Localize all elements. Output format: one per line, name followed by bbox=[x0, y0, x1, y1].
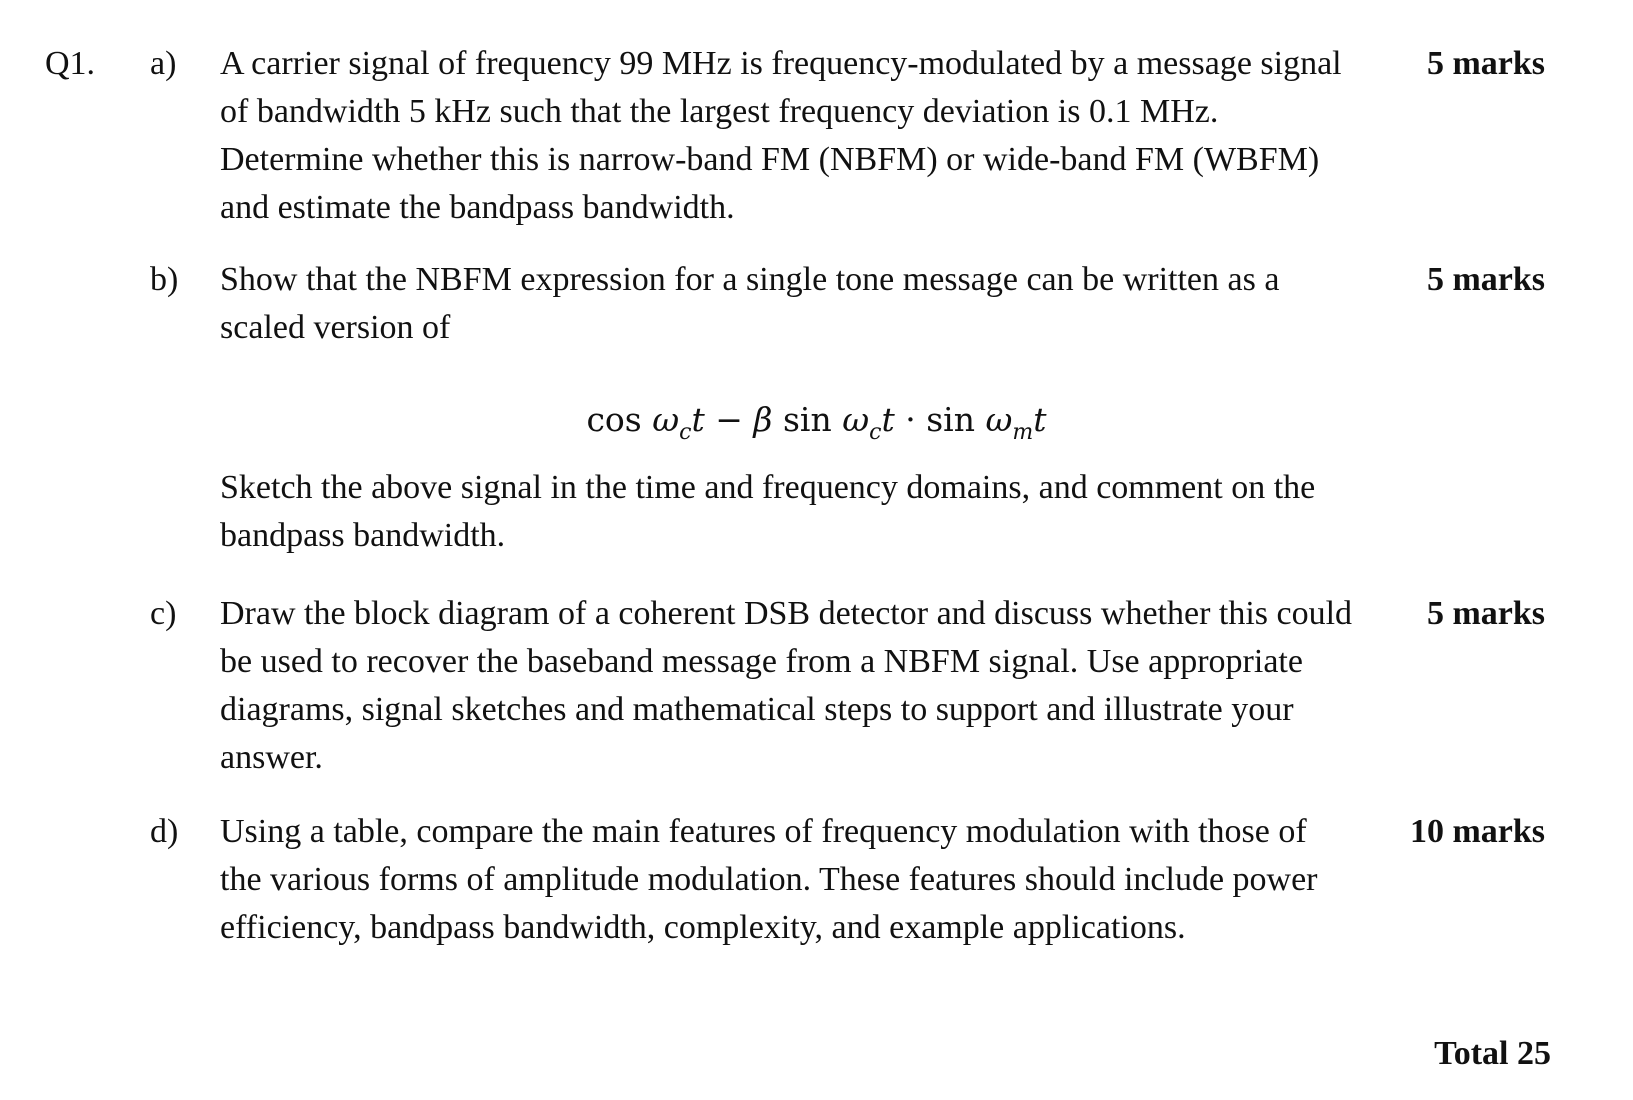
eq-t-2: t bbox=[881, 400, 895, 439]
eq-omega-c: ω bbox=[652, 400, 680, 439]
part-c-text: Draw the block diagram of a coherent DSB detector and discuss whether this could be used to recover the baseband message from a NBFM signal. Use appropriate diagrams, signal sketches and mathematical steps to support and illustrate your answer. bbox=[220, 595, 1353, 776]
eq-sin-2: sin bbox=[926, 400, 975, 439]
eq-sub-c: c bbox=[679, 420, 692, 445]
part-c-label: c) bbox=[150, 595, 177, 632]
eq-t-3: t bbox=[1033, 400, 1047, 439]
eq-omega-c-2: ω bbox=[842, 400, 870, 439]
part-b-label: b) bbox=[150, 261, 179, 298]
part-d-label: d) bbox=[150, 813, 179, 850]
part-d-text: Using a table, compare the main features of frequency modulation with those of the various forms of amplitude modulation. These features should include power efficiency, bandpass bandwidth, complexity, and example applications. bbox=[220, 813, 1318, 946]
eq-beta: β bbox=[753, 400, 773, 439]
part-b-marks: 5 marks bbox=[1426, 261, 1545, 298]
part-d-marks: 10 marks bbox=[1409, 813, 1545, 850]
eq-omega-m: ω bbox=[985, 400, 1013, 439]
part-c-marks: 5 marks bbox=[1426, 595, 1545, 632]
eq-minus: − bbox=[715, 400, 743, 439]
eq-sin: sin bbox=[782, 400, 832, 439]
eq-sub-m: m bbox=[1012, 420, 1034, 445]
part-a-label: a) bbox=[150, 45, 177, 82]
question-number: Q1. bbox=[45, 45, 96, 82]
part-b-text: Show that the NBFM expression for a single tone message can be written as a scaled version of bbox=[220, 261, 1280, 346]
part-a-marks: 5 marks bbox=[1426, 45, 1545, 82]
eq-dot: · bbox=[905, 400, 916, 439]
eq-cos: cos bbox=[586, 400, 642, 439]
eq-sub-c-2: c bbox=[869, 420, 882, 445]
nbfm-equation bbox=[0, 396, 1633, 444]
part-b-text-2: Sketch the above signal in the time and frequency domains, and comment on the bandpass bandwidth. bbox=[220, 469, 1316, 554]
total-marks: Total 25 bbox=[1434, 1035, 1551, 1072]
eq-t: t bbox=[691, 400, 705, 439]
part-a-text: A carrier signal of frequency 99 MHz is frequency-modulated by a message signal of bandwidth 5 kHz such that the largest frequency deviation is 0.1 MHz. Determine whether this is narrow-band FM (NBFM) or wide-band FM (WBFM) and estimate the bandpass bandwidth. bbox=[220, 45, 1342, 226]
